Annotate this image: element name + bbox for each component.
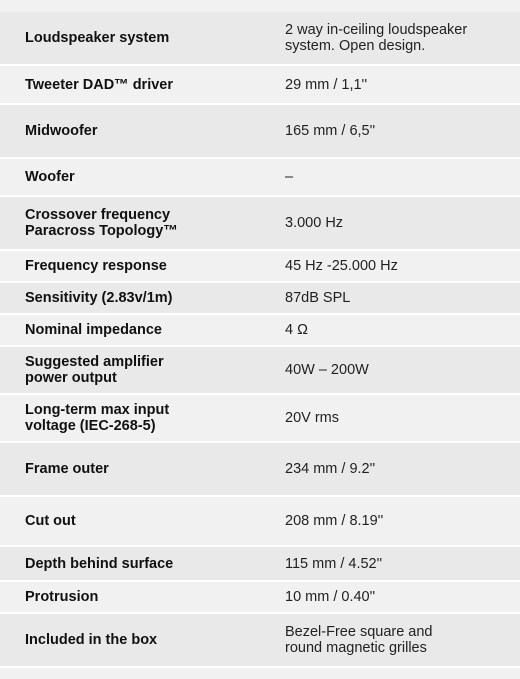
spec-label: Suggested amplifier power output [25, 354, 164, 386]
spec-label: Protrusion [25, 589, 99, 605]
spec-label: Nominal impedance [25, 322, 162, 338]
spec-row-depth [0, 547, 520, 582]
spec-label: Crossover frequency Paracross Topology™ [25, 207, 178, 239]
spec-value: 29 mm / 1,1'' [285, 76, 368, 93]
spec-row-frequency-response [0, 251, 520, 283]
spec-row-tweeter [0, 66, 520, 105]
spec-value: 2 way in-ceiling loudspeaker system. Open design. [285, 22, 468, 54]
spec-value: 4 Ω [285, 322, 308, 338]
spec-label: Included in the box [25, 632, 158, 648]
spec-label: Woofer [25, 169, 75, 185]
spec-value: 208 mm / 8.19'' [285, 513, 384, 529]
spec-value: 87dB SPL [285, 290, 351, 306]
spec-label: Sensitivity (2.83v/1m) [25, 290, 173, 306]
spec-value: Bezel-Free square and round magnetic grilles [285, 624, 433, 656]
spec-row-sensitivity [0, 283, 520, 315]
spec-row-loudspeaker-system [0, 12, 520, 66]
spec-label: Tweeter DAD™ driver [25, 76, 173, 93]
spec-row-crossover [0, 197, 520, 251]
spec-value: – [285, 169, 294, 185]
spec-row-max-input-voltage [0, 395, 520, 443]
spec-row-impedance [0, 315, 520, 347]
spec-row-woofer [0, 159, 520, 197]
spec-row-protrusion [0, 582, 520, 614]
spec-row-cut-out [0, 497, 520, 547]
spec-label: Loudspeaker system [25, 30, 170, 46]
spec-label: Long-term max input voltage (IEC-268-5) [25, 402, 170, 434]
spec-value: 10 mm / 0.40'' [285, 589, 376, 605]
spec-value: 3.000 Hz [285, 215, 344, 231]
spec-label: Cut out [25, 513, 76, 529]
spec-value: 45 Hz -25.000 Hz [285, 258, 398, 274]
spec-value: 165 mm / 6,5'' [285, 123, 376, 139]
spec-value: 20V rms [285, 410, 339, 426]
spec-label: Frame outer [25, 461, 109, 477]
spec-label: Midwoofer [25, 123, 98, 139]
spec-row-included-in-box [0, 614, 520, 668]
spec-table [0, 12, 520, 668]
spec-label: Depth behind surface [25, 555, 174, 572]
spec-label: Frequency response [25, 258, 167, 274]
spec-value: 40W – 200W [285, 362, 369, 378]
spec-row-midwoofer [0, 105, 520, 159]
spec-value: 115 mm / 4.52'' [285, 555, 383, 572]
spec-row-frame-outer [0, 443, 520, 497]
spec-value: 234 mm / 9.2'' [285, 461, 376, 477]
spec-row-amplifier-power [0, 347, 520, 395]
